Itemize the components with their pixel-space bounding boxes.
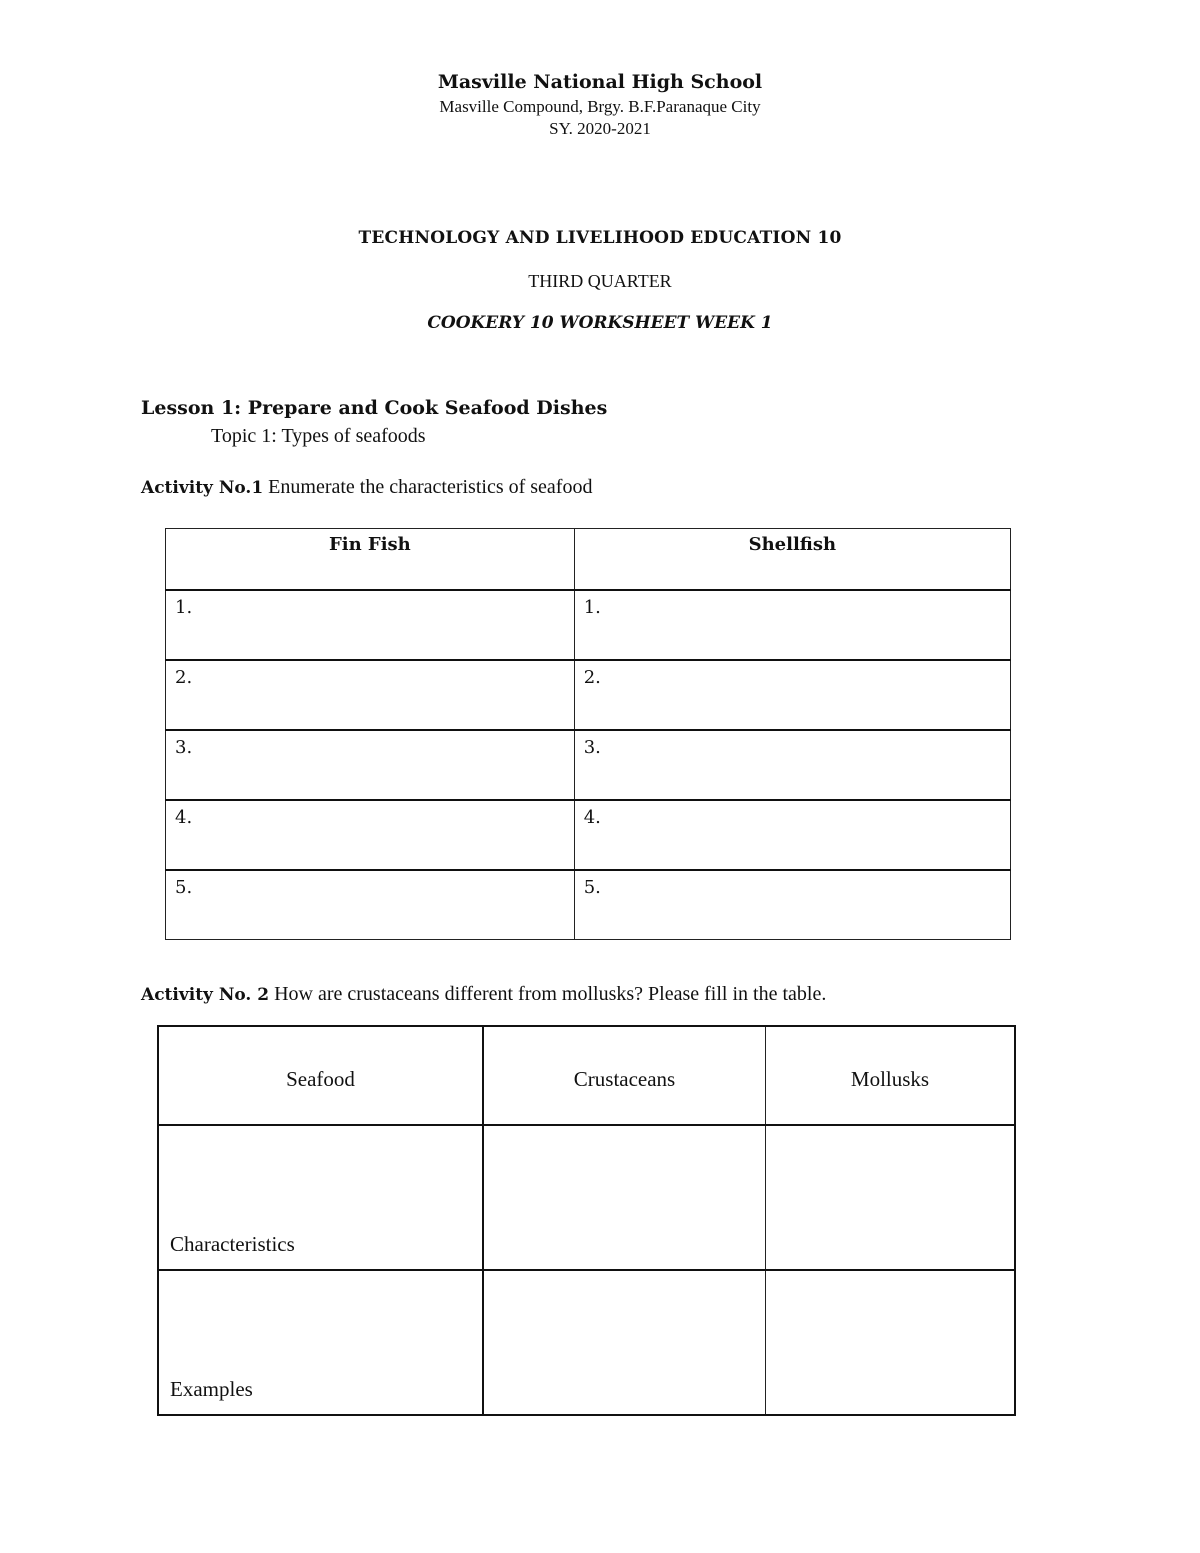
answer-cell[interactable]: 4.	[574, 800, 1010, 870]
table-row	[166, 870, 1011, 940]
answer-cell[interactable]	[766, 1270, 1016, 1415]
row-label-examples: Examples	[158, 1270, 483, 1415]
answer-cell[interactable]	[766, 1125, 1016, 1270]
activity1-heading	[141, 476, 592, 499]
school-name: Masville National High School	[437, 71, 763, 93]
table-row	[158, 1125, 1015, 1270]
row-label-characteristics: Characteristics	[158, 1125, 483, 1270]
answer-cell[interactable]	[483, 1125, 766, 1270]
school-year: SY. 2020-2021	[549, 119, 651, 138]
activity2-heading	[141, 983, 826, 1006]
answer-cell[interactable]: 3.	[166, 730, 575, 800]
answer-cell[interactable]: 1.	[166, 590, 575, 660]
column-header-shellfish: Shellfish	[574, 529, 1010, 591]
table-row	[166, 660, 1011, 730]
activity1-label: Activity No.1	[141, 478, 264, 498]
school-address: Masville Compound, Brgy. B.F.Paranaque City	[439, 97, 761, 116]
table-row	[166, 590, 1011, 660]
answer-cell[interactable]: 2.	[574, 660, 1010, 730]
table-row	[166, 730, 1011, 800]
activity1-table	[165, 528, 1011, 940]
activity2-instruction: How are crustaceans different from mollusks? Please fill in the table.	[269, 983, 827, 1005]
activity2-table	[157, 1025, 1016, 1416]
column-header-mollusks: Mollusks	[766, 1026, 1016, 1125]
table-row	[158, 1270, 1015, 1415]
quarter-title: THIRD QUARTER	[528, 271, 672, 291]
answer-cell[interactable]: 5.	[574, 870, 1010, 940]
answer-cell[interactable]: 3.	[574, 730, 1010, 800]
answer-cell[interactable]: 4.	[166, 800, 575, 870]
answer-cell[interactable]: 2.	[166, 660, 575, 730]
column-header-crustaceans: Crustaceans	[483, 1026, 766, 1125]
activity2-label: Activity No. 2	[141, 985, 270, 1005]
answer-cell[interactable]: 1.	[574, 590, 1010, 660]
subject-title: TECHNOLOGY AND LIVELIHOOD EDUCATION 10	[358, 228, 842, 248]
column-header-seafood: Seafood	[158, 1026, 483, 1125]
column-header-fin-fish: Fin Fish	[166, 529, 575, 591]
table-row	[166, 800, 1011, 870]
answer-cell[interactable]: 5.	[166, 870, 575, 940]
activity1-instruction: Enumerate the characteristics of seafood	[263, 476, 593, 498]
topic-title: Topic 1: Types of seafoods	[211, 425, 426, 447]
worksheet-title: COOKERY 10 WORKSHEET WEEK 1	[427, 313, 773, 333]
answer-cell[interactable]	[483, 1270, 766, 1415]
lesson-title: Lesson 1: Prepare and Cook Seafood Dishes	[141, 397, 608, 419]
